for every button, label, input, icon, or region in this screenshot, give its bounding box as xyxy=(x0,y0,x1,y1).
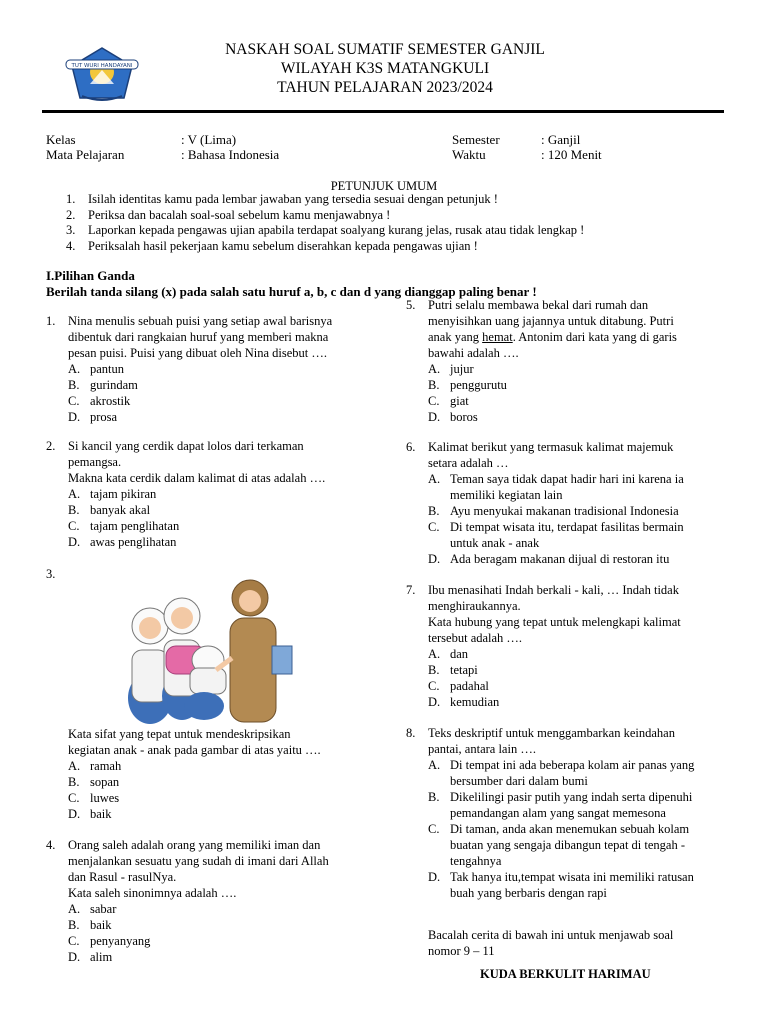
option-b[interactable]: B. tetapi xyxy=(428,663,478,677)
option-a[interactable]: A. Di tempat ini ada beberapa kolam air panas yang bersumber dari dalam bumi xyxy=(428,758,695,788)
mapel-value: : Bahasa Indonesia xyxy=(181,147,280,162)
children-greeting-teacher-illustration xyxy=(104,578,300,726)
option-c[interactable]: C. luwes xyxy=(68,791,120,805)
semester-value: : Ganjil xyxy=(541,132,581,147)
waktu-value: : 120 Menit xyxy=(541,147,602,162)
option-b[interactable]: B. gurindam xyxy=(68,378,138,392)
option-d[interactable]: D. alim xyxy=(68,950,113,964)
option-b[interactable]: B. Ayu menyukai makanan tradisional Indonesia xyxy=(428,504,679,518)
option-b[interactable]: B. banyak akal xyxy=(68,503,151,517)
document-header xyxy=(130,40,640,97)
mapel-label: Mata Pelajaran xyxy=(46,147,125,162)
petunjuk-list xyxy=(66,192,746,254)
option-c[interactable]: C. Di taman, anda akan menemukan sebuah kolam buatan yang sengaja dibangun tepat di tengah - tengahnya xyxy=(428,822,690,868)
semester-label: Semester xyxy=(452,132,500,147)
kelas-value: : V (Lima) xyxy=(181,132,237,147)
petunjuk-item: 3. Laporkan kepada pengawas ujian apabila terdapat soalyang kurang jelas, rusak atau tidak lengkap ! xyxy=(66,223,585,237)
option-d[interactable]: D. baik xyxy=(68,807,112,821)
option-a[interactable]: A. jujur xyxy=(428,362,474,376)
option-d[interactable]: D. Tak hanya itu,tempat wisata ini memiliki ratusan buah yang berbaris dengan rapi xyxy=(428,870,694,900)
waktu-label: Waktu xyxy=(452,147,486,162)
option-c[interactable]: C. tajam penglihatan xyxy=(68,519,180,533)
option-c[interactable]: C. penyanyang xyxy=(68,934,151,948)
header-line-1: NASKAH SOAL SUMATIF SEMESTER GANJIL xyxy=(225,41,545,58)
petunjuk-title: PETUNJUK UMUM xyxy=(330,179,438,193)
header-line-2: WILAYAH K3S MATANGKULI xyxy=(280,60,490,77)
option-c[interactable]: C. Di tempat wisata itu, terdapat fasilitas bermain untuk anak - anak xyxy=(428,520,684,550)
option-c[interactable]: C. giat xyxy=(428,394,469,408)
option-d[interactable]: D. kemudian xyxy=(428,695,500,709)
option-a[interactable]: A. dan xyxy=(428,647,469,661)
petunjuk-item: 2. Periksa dan bacalah soal-soal sebelum kamu menjawabnya ! xyxy=(66,207,391,222)
header-divider xyxy=(42,110,724,113)
option-a[interactable]: A. Teman saya tidak dapat hadir hari ini karena ia memiliki kegiatan lain xyxy=(428,472,684,502)
option-b[interactable]: B. sopan xyxy=(68,775,120,789)
option-c[interactable]: C. akrostik xyxy=(68,394,131,408)
story-title: KUDA BERKULIT HARIMAU xyxy=(480,967,651,981)
option-a[interactable]: A. pantun xyxy=(68,362,125,376)
option-b[interactable]: B. baik xyxy=(68,918,112,932)
option-d[interactable]: D. awas penglihatan xyxy=(68,535,177,549)
petunjuk-item: 4. Periksalah hasil pekerjaan kamu sebelum diserahkan kepada pengawas ujian ! xyxy=(66,238,478,253)
option-d[interactable]: D. boros xyxy=(428,410,478,424)
option-d[interactable]: D. Ada beragam makanan dijual di restoran itu xyxy=(428,552,670,566)
kelas-label: Kelas xyxy=(46,132,76,147)
option-a[interactable]: A. ramah xyxy=(68,759,122,773)
section-instruction: Berilah tanda silang (x) pada salah satu huruf a, b, c dan d yang dianggap paling benar ! xyxy=(46,284,537,299)
story-intro: Bacalah cerita di bawah ini untuk menjawab soal nomor 9 – 11 xyxy=(428,928,674,958)
header-line-3: TAHUN PELAJARAN 2023/2024 xyxy=(277,79,493,96)
option-b[interactable]: B. penggurutu xyxy=(428,378,507,392)
section-header xyxy=(46,268,746,300)
section-title: I.Pilihan Ganda xyxy=(46,268,135,283)
option-a[interactable]: A. sabar xyxy=(68,902,117,916)
underlined-word: hemat xyxy=(482,330,513,344)
option-a[interactable]: A. tajam pikiran xyxy=(68,487,157,501)
option-d[interactable]: D. prosa xyxy=(68,410,118,424)
petunjuk-item: 1. Isilah identitas kamu pada lembar jawaban yang tersedia sesuai dengan petunjuk ! xyxy=(66,192,498,206)
svg-text:TUT WURI HANDAYANI: TUT WURI HANDAYANI xyxy=(71,63,133,69)
option-b[interactable]: B. Dikelilingi pasir putih yang indah serta dipenuhi pemandangan alam yang sangat memesona xyxy=(428,790,693,820)
option-c[interactable]: C. padahal xyxy=(428,679,489,693)
